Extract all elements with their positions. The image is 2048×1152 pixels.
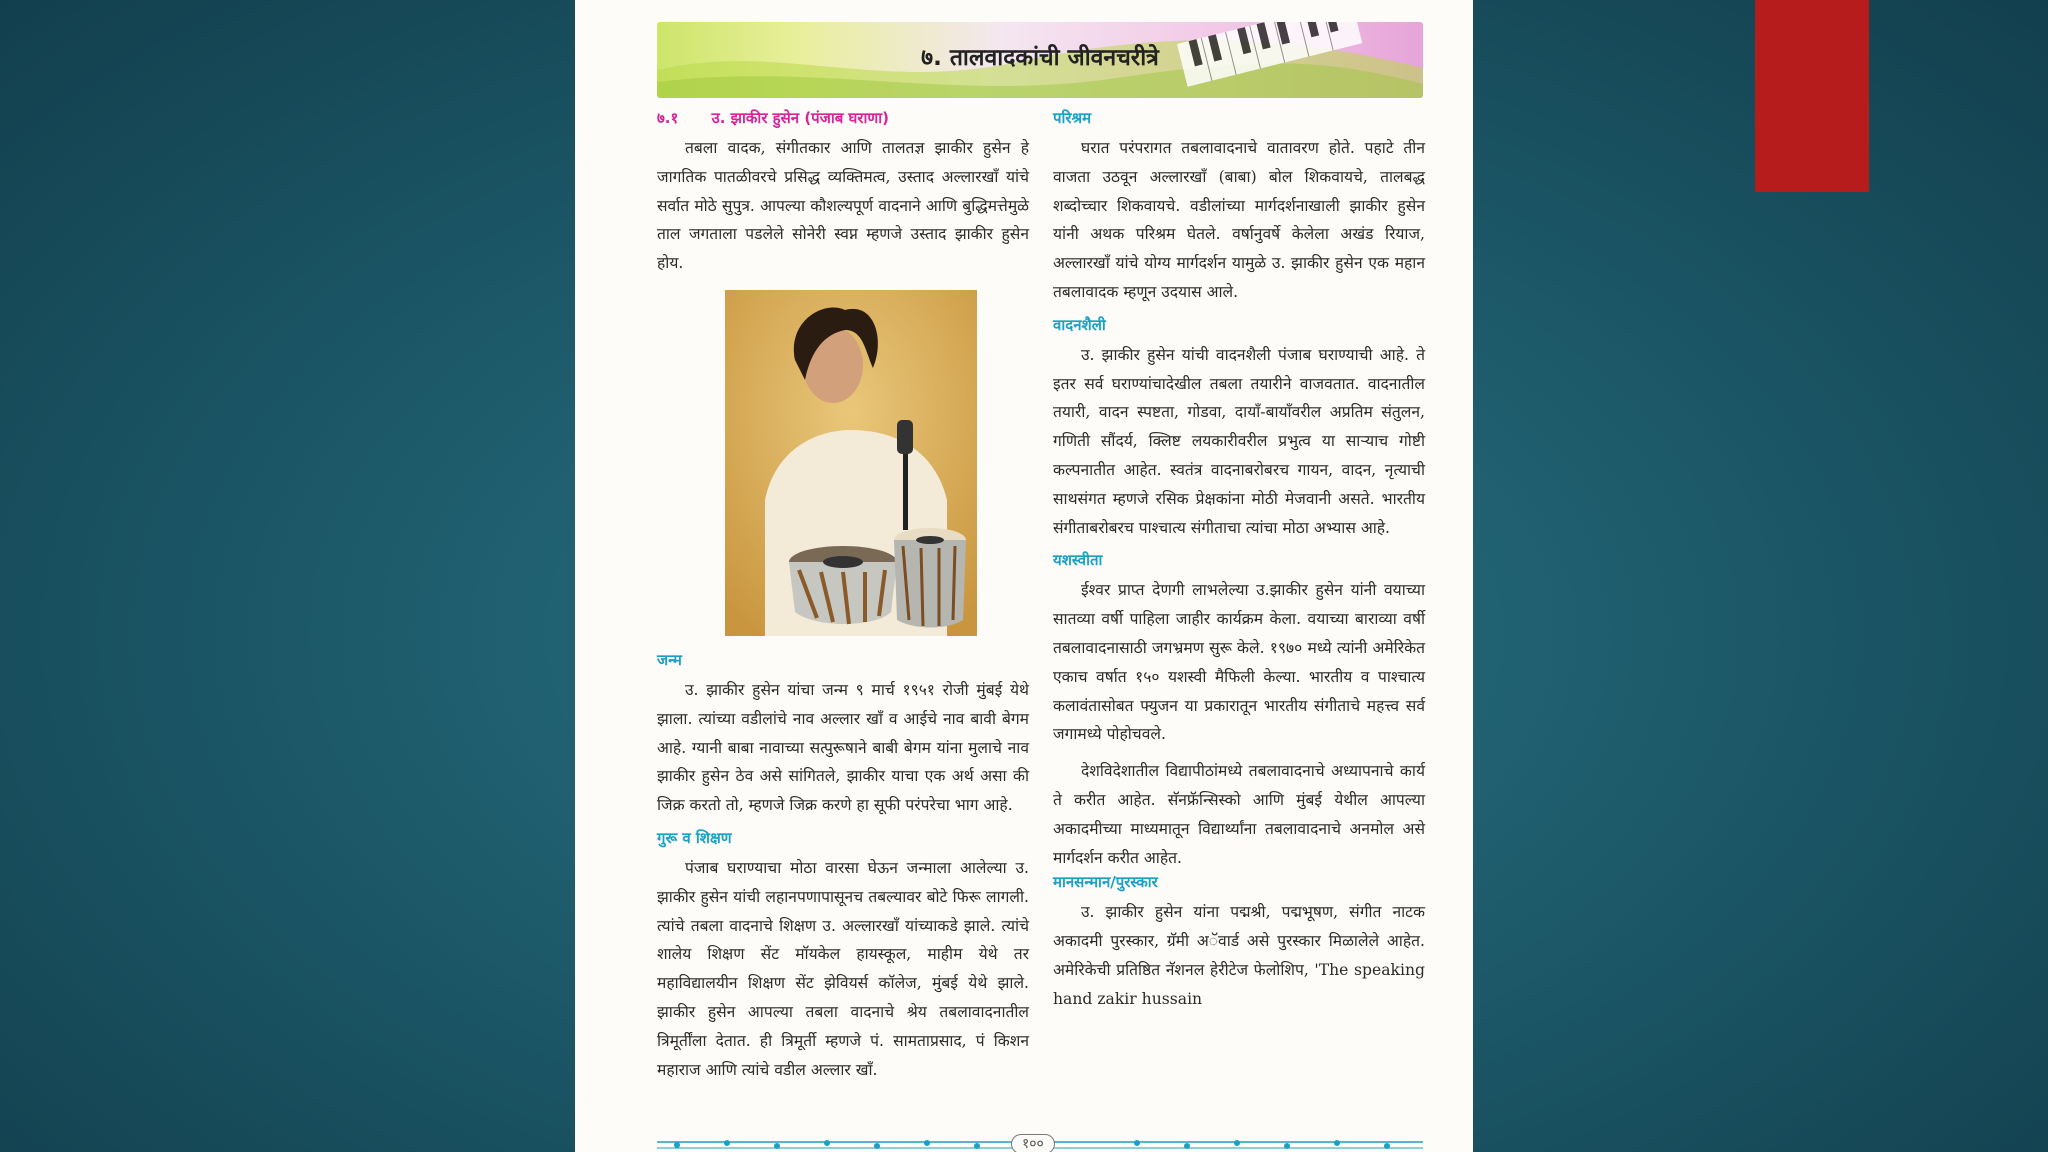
- heading-puraskar: मानसन्मान/पुरस्कार: [1053, 873, 1158, 892]
- page-number: १००: [1011, 1134, 1055, 1152]
- guru-paragraph: पंजाब घराण्याचा मोठा वारसा घेऊन जन्माला आलेल्या उ. झाकीर हुसेन यांची लहानपणापासूनच तबल्यावर बोटे फिरू लागली. त्यांचे तबला वादनाचे शिक्षण उ. अल्लारखाँ यांच्याकडे झाले. त्यांचे शालेय शिक्षण सेंट मॉयकेल हायस्कूल, माहीम येथे तर महाविद्यालयीन शिक्षण सेंट झेवियर्स कॉलेज, मुंबई येथे झाले. झाकीर हुसेन आपल्या तबला वादनाचे श्रेय तबलावादनातील त्रिमूर्तींला देतात. ही त्रिमूर्ती म्हणजे पं. सामताप्रसाद, पं किशन महाराज आणि त्यांचे वडील अल्लार खाँ.: [657, 858, 1029, 1079]
- heading-janma: जन्म: [657, 650, 682, 669]
- yashasvita-paragraph-1: ईश्वर प्राप्त देणगी लाभलेल्या उ.झाकीर हुसेन यांनी वयाच्या सातव्या वर्षी पाहिला जाहीर कार्यक्रम केला. वयाच्या बाराव्या वर्षी तबलावादनासाठी जगभ्रमण सुरू केले. १९७० मध्ये त्यांनी अमेरिकेत एकाच वर्षात १५० यशस्वी मैफिली केल्या. भारतीय व पाश्चात्य कलावंतासोबत फ्युजन या प्रकारातून भारतीय संगीताचे महत्त्व सर्व जगामध्ये पोहोचवले.: [1053, 581, 1425, 744]
- section-title: उ. झाकीर हुसेन (पंजाब घराणा): [711, 109, 889, 127]
- chapter-banner: [657, 22, 1423, 98]
- right-column: [1053, 108, 1425, 1014]
- section-number: ७.१: [657, 109, 679, 127]
- heading-yashasvita: यशस्वीता: [1053, 551, 1103, 570]
- red-accent-block: [1755, 0, 1869, 192]
- chapter-title: ७. तालवादकांची जीवनचरीत्रे: [921, 45, 1159, 71]
- yashasvita-paragraph-2: देशविदेशातील विद्यापीठांमध्ये तबलावादनाचे अध्यापनाचे कार्य ते करीत आहेत. सॅनफ्रॅन्सिस्को आणि मुंबई येथील आपल्या अकादमीच्या माध्यमातून विद्यार्थ्यांना तबलावादनाचे अनमोल असे मार्गदर्शन करीत आहेत.: [1053, 762, 1425, 867]
- heading-guru: गुरू व शिक्षण: [657, 828, 732, 847]
- heading-vadanshaili: वादनशैली: [1053, 315, 1106, 334]
- puraskar-paragraph: उ. झाकीर हुसेन यांना पद्मश्री, पद्मभूषण, संगीत नाटक अकादमी पुरस्कार, ग्रॅमी अॅवार्ड असे पुरस्कार मिळालेले आहेत. अमेरिकेची प्रतिष्ठित नॅशनल हेरीटेज फेलोशिप, 'The speaking hand zakir hussain: [1053, 903, 1425, 1008]
- tabla-player-photo: [725, 290, 977, 636]
- heading-parishram: परिश्रम: [1053, 109, 1092, 127]
- vadanshaili-paragraph: उ. झाकीर हुसेन यांची वादनशैली पंजाब घराण्याची आहे. ते इतर सर्व घराण्यांचादेखील तबला तयारीने वाजवतात. वादनातील तयारी, वादन स्पष्टता, गोडवा, दायाँ-बायाँवरील अप्रतिम संतुलन, गणिती सौंदर्य, क्लिष्ट लयकारीवरील प्रभुत्व या साऱ्याच गोष्टी कल्पनातीत आहेत. स्वतंत्र वादनाबरोबरच गायन, वादन, नृत्याची साथसंगत म्हणजे रसिक प्रेक्षकांना मोठी मेजवानी असते. भारतीय संगीताबरोबरच पाश्चात्य संगीताचा त्यांचा मोठा अभ्यास आहे.: [1053, 345, 1425, 537]
- left-column: [657, 108, 1029, 1084]
- parishram-paragraph: घरात परंपरागत तबलावादनाचे वातावरण होते. पहाटे तीन वाजता उठवून अल्लारखाँ (बाबा) बोल शिकवायचे, तालबद्ध शब्दोच्चार शिकवायचे. वडीलांच्या मार्गदर्शनाखाली झाकीर हुसेन यांनी अथक परिश्रम घेतले. वर्षानुवर्षे केलेला अखंड रियाज, अल्लारखाँ यांचे योग्य मार्गदर्शन यामुळे उ. झाकीर हुसेन एक महान तबलावादक म्हणून उदयास आले.: [1053, 139, 1425, 301]
- section-heading: [657, 108, 1029, 128]
- janma-paragraph: उ. झाकीर हुसेन यांचा जन्म ९ मार्च १९५१ रोजी मुंबई येथे झाला. त्यांच्या वडीलांचे नाव अल्लार खाँ व आईचे नाव बावी बेगम आहे. ग्यानी बाबा नावाच्या सत्पुरूषाने बाबी बेगम यांना मुलाचे नाव झाकीर हुसेन ठेव असे सांगितले, झाकीर याचा एक अर्थ असा की जिक्र करतो तो, म्हणजे जिक्र करणे हा सूफी परंपरेचा भाग आहे.: [657, 680, 1029, 815]
- textbook-page: [575, 0, 1473, 1152]
- intro-paragraph: तबला वादक, संगीतकार आणि तालतज्ञ झाकीर हुसेन हे जागतिक पातळीवरचे प्रसिद्ध व्यक्तिमत्व, उस्ताद अल्लारखाँ यांचे सर्वात मोठे सुपुत्र. आपल्या कौशल्यपूर्ण वादनाने आणि बुद्धिमत्तेमुळे ताल जगताला पडलेले सोनेरी स्वप्न म्हणजे उस्ताद झाकीर हुसेन होय.: [657, 139, 1029, 273]
